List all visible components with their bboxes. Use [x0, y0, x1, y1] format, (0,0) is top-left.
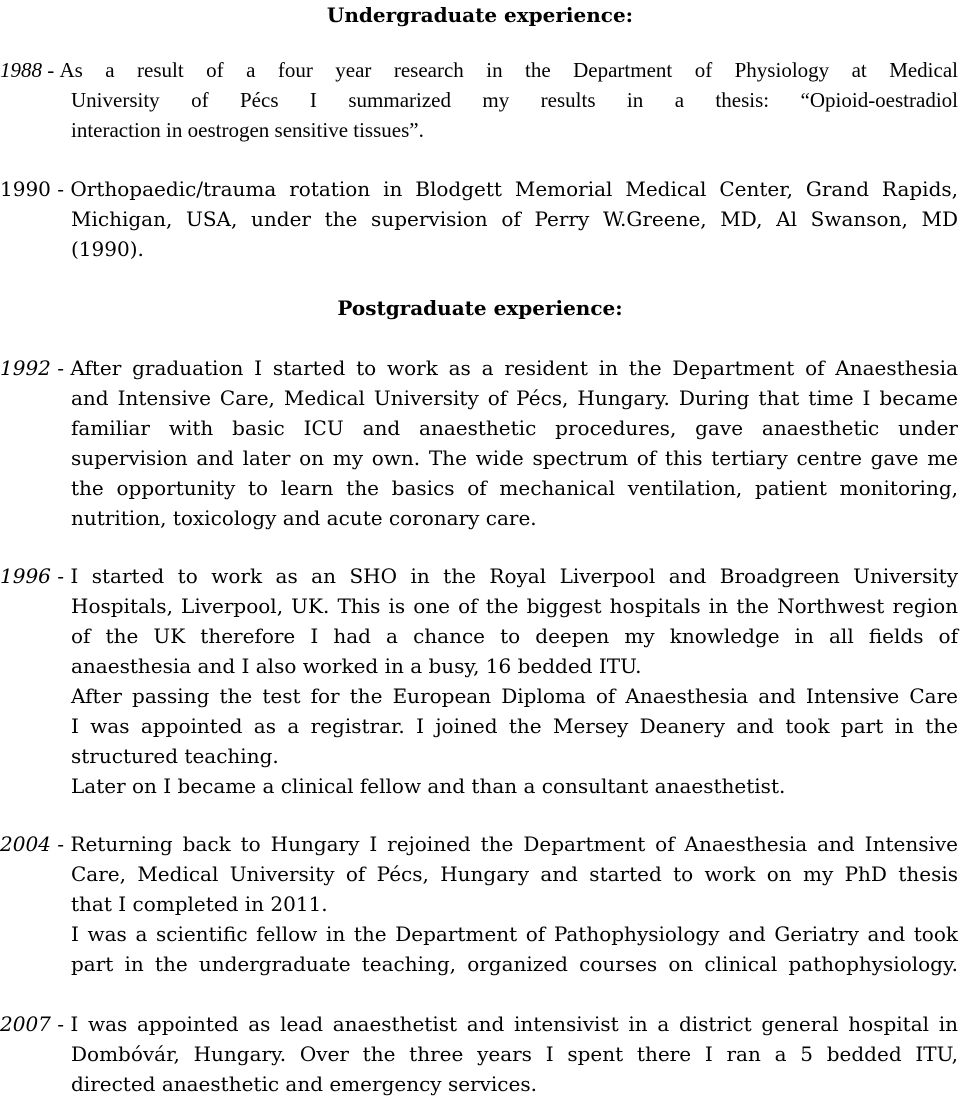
- postgraduate-heading: Postgraduate experience:: [337, 296, 623, 320]
- entry-text-line: Orthopaedic/trauma rotation in Blodgett Memorial Medical Center, Grand Rapids,: [70, 177, 958, 201]
- entry-text-line: Dombóvár, Hungary. Over the three years I spent there I ran a 5 bedded ITU,: [71, 1042, 958, 1066]
- entry-text-line: Later on I became a clinical fellow and than a consultant anaesthetist.: [71, 774, 786, 798]
- entry-text-line: part in the undergraduate teaching, organized courses on clinical pathophysiology.: [71, 952, 958, 976]
- entry-first-line: 1988 - As a result of a four year research in the Department of Physiology at Medical: [0, 55, 958, 85]
- entry-text-line: After graduation I started to work as a resident in the Department of Anaesthesia: [70, 356, 958, 380]
- entry-first-line: 2004 - Returning back to Hungary I rejoined the Department of Anaesthesia and Intensive: [0, 829, 958, 859]
- entry-year: 1988: [0, 58, 42, 82]
- entry-text-line: After passing the test for the European Diploma of Anaesthesia and Intensive Care: [71, 684, 958, 708]
- entry-text-line: I started to work as an SHO in the Royal Liverpool and Broadgreen University: [70, 564, 958, 588]
- entry-text-line: nutrition, toxicology and acute coronary care.: [71, 506, 537, 530]
- entry-text-line: University of Pécs I summarized my results in a thesis: “Opioid-oestradiol: [71, 88, 958, 112]
- entry-first-line: 1996 - I started to work as an SHO in the Royal Liverpool and Broadgreen University: [0, 561, 958, 591]
- entry-text-line: that I completed in 2011.: [71, 892, 328, 916]
- entry-text-line: the opportunity to learn the basics of mechanical ventilation, patient monitoring,: [71, 476, 958, 500]
- entry-text-line: Returning back to Hungary I rejoined the Department of Anaesthesia and Intensive: [70, 832, 958, 856]
- entry-text-line: I was a scientific fellow in the Department of Pathophysiology and Geriatry and took: [71, 922, 958, 946]
- entry-2004: [0, 829, 958, 979]
- entry-text-line: anaesthesia and I also worked in a busy, 16 bedded ITU.: [71, 654, 642, 678]
- entry-year: 2007: [0, 1012, 51, 1036]
- entry-1988: [0, 55, 958, 145]
- entry-first-line: 1990 - Orthopaedic/trauma rotation in Blodgett Memorial Medical Center, Grand Rapids,: [0, 174, 958, 204]
- entry-1990: [0, 174, 958, 264]
- entry-2007: [0, 1009, 958, 1099]
- entry-text-line: of the UK therefore I had a chance to deepen my knowledge in all fields of: [71, 624, 958, 648]
- entry-first-line: 1992 - After graduation I started to work as a resident in the Department of Anaesthesia: [0, 353, 958, 383]
- entry-text-line: (1990).: [71, 237, 144, 261]
- entry-text-line: supervision and later on my own. The wide spectrum of this tertiary centre gave me: [71, 446, 958, 470]
- entry-first-line: 2007 - I was appointed as lead anaesthetist and intensivist in a district general hospital in: [0, 1009, 958, 1039]
- undergraduate-heading: Undergraduate experience:: [326, 3, 634, 27]
- entry-text-line: I was appointed as a registrar. I joined the Mersey Deanery and took part in the: [71, 714, 958, 738]
- entry-text-line: structured teaching.: [71, 744, 279, 768]
- entry-year: 2004: [0, 832, 51, 856]
- entry-year: 1996: [0, 564, 51, 588]
- entry-1992: [0, 353, 958, 533]
- entry-text-line: interaction in oestrogen sensitive tissues”.: [71, 118, 424, 142]
- entry-text-line: As a result of a four year research in the Department of Physiology at Medical: [59, 58, 958, 82]
- entry-year: 1992: [0, 356, 51, 380]
- entry-text-line: Michigan, USA, under the supervision of Perry W.Greene, MD, Al Swanson, MD: [71, 207, 958, 231]
- entry-text-line: I was appointed as lead anaesthetist and intensivist in a district general hospital in: [70, 1012, 958, 1036]
- entry-text-line: Care, Medical University of Pécs, Hungary and started to work on my PhD thesis: [71, 862, 958, 886]
- entry-year: 1990: [0, 177, 51, 201]
- entry-1996: [0, 561, 958, 801]
- entry-text-line: familiar with basic ICU and anaesthetic procedures, gave anaesthetic under: [71, 416, 958, 440]
- entry-text-line: and Intensive Care, Medical University of Pécs, Hungary. During that time I became: [71, 386, 958, 410]
- entry-text-line: directed anaesthetic and emergency services.: [71, 1072, 537, 1096]
- entry-text-line: Hospitals, Liverpool, UK. This is one of the biggest hospitals in the Northwest region: [71, 594, 958, 618]
